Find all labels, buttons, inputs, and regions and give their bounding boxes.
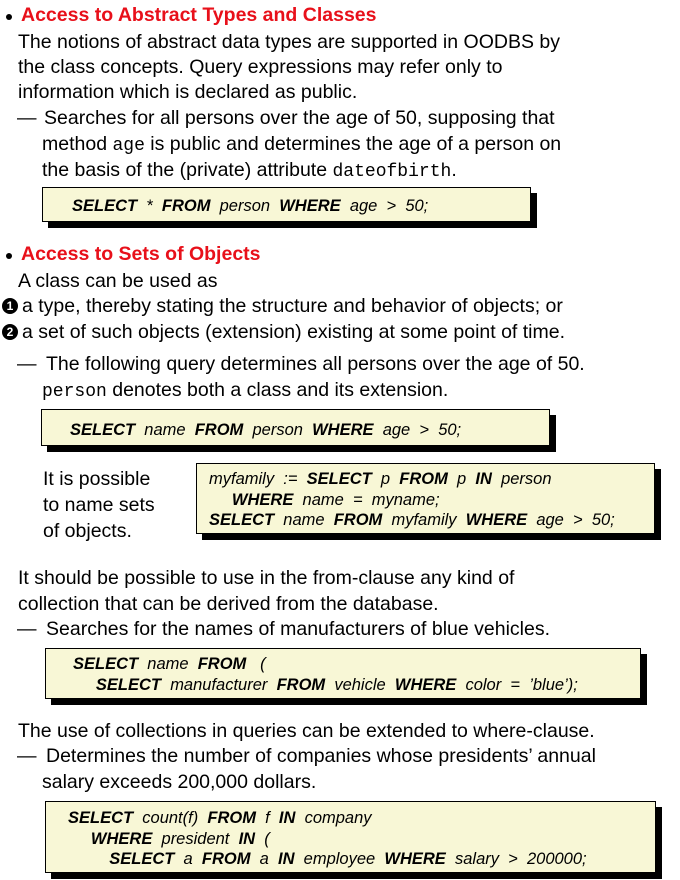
sql-keyword: WHERE bbox=[231, 490, 294, 509]
sql-keyword: SELECT bbox=[70, 421, 136, 439]
example-text: the basis of the (private) attribute bbox=[42, 159, 328, 181]
sql-keyword: SELECT bbox=[306, 470, 372, 488]
sql-text: * bbox=[146, 197, 153, 215]
sql-text: name bbox=[144, 421, 186, 439]
sql-text: name bbox=[147, 655, 189, 673]
example-dash: — bbox=[17, 745, 37, 767]
paragraph-line: The notions of abstract data types are supported in OODBS by bbox=[18, 31, 560, 53]
list-item-text: a type, thereby stating the structure and behavior of objects; or bbox=[22, 295, 563, 317]
sql-text: person bbox=[219, 197, 271, 215]
list-item-text: a set of such objects (extension) existing at some point of time. bbox=[22, 321, 566, 343]
sql-text: employee bbox=[303, 850, 376, 868]
sql-text: age > 50; bbox=[349, 197, 429, 215]
inline-code: age bbox=[112, 136, 145, 156]
inline-code: person bbox=[42, 382, 107, 402]
sql-text: salary > 200000; bbox=[454, 850, 587, 868]
sql-keyword: SELECT bbox=[68, 809, 134, 827]
example-dash: — bbox=[17, 107, 37, 129]
example-line: salary exceeds 200,000 dollars. bbox=[42, 771, 317, 793]
sql-keyword: FROM bbox=[207, 809, 256, 827]
code-box bbox=[42, 187, 531, 222]
example-line bbox=[42, 378, 448, 405]
code-box bbox=[41, 409, 550, 446]
sql-text: p bbox=[457, 470, 467, 488]
sql-text: name bbox=[283, 511, 325, 529]
paragraph-line: It should be possible to use in the from-clause any kind of bbox=[18, 567, 515, 589]
sql-keyword: SELECT bbox=[73, 655, 139, 673]
side-note-line: to name sets bbox=[43, 494, 155, 516]
sql-text: myfamily bbox=[391, 511, 457, 529]
sql-keyword: WHERE bbox=[384, 850, 446, 868]
example-text: method bbox=[42, 133, 108, 155]
example-dash: — bbox=[17, 353, 37, 375]
sql-text: count(f) bbox=[142, 809, 199, 827]
sql-text: myfamily := bbox=[209, 470, 298, 488]
sql-keyword: FROM bbox=[197, 655, 247, 673]
example-line bbox=[42, 158, 457, 185]
paragraph-line: A class can be used as bbox=[18, 270, 218, 292]
sql-keyword: FROM bbox=[201, 850, 251, 868]
sql-text: f bbox=[265, 809, 270, 827]
example-line: Searches for all persons over the age of 50, supposing that bbox=[44, 107, 555, 129]
sql-text: color = ’blue’); bbox=[465, 675, 578, 694]
sql-keyword: SELECT bbox=[95, 675, 162, 694]
example-dash: — bbox=[17, 618, 37, 640]
sql-text: company bbox=[304, 809, 372, 827]
paragraph-line: the class concepts. Query expressions may refer only to bbox=[18, 56, 503, 78]
sql-keyword: WHERE bbox=[394, 675, 457, 694]
side-note-line: It is possible bbox=[43, 468, 151, 490]
sql-keyword: WHERE bbox=[312, 421, 374, 439]
sql-keyword: FROM bbox=[194, 421, 244, 439]
sql-keyword: SELECT bbox=[109, 850, 175, 868]
sql-text: person bbox=[252, 421, 303, 439]
sql-text: ( bbox=[264, 829, 270, 848]
example-line: Searches for the names of manufacturers of blue vehicles. bbox=[46, 618, 551, 640]
side-note-line: of objects. bbox=[43, 520, 132, 542]
sql-text: age > 50; bbox=[536, 511, 615, 529]
example-line: The following query determines all persons over the age of 50. bbox=[46, 353, 585, 375]
example-text: is public and determines the age of a person on bbox=[150, 133, 562, 155]
sql-text: vehicle bbox=[334, 675, 386, 694]
code-box bbox=[45, 648, 641, 699]
sql-keyword: SELECT bbox=[72, 197, 138, 215]
code-box bbox=[196, 463, 655, 534]
sql-keyword: SELECT bbox=[209, 511, 275, 529]
sql-text: p bbox=[380, 470, 391, 488]
sql-text: ( bbox=[260, 655, 266, 673]
sql-keyword: WHERE bbox=[279, 197, 341, 215]
sql-text: manufacturer bbox=[170, 675, 268, 694]
sql-keyword: IN bbox=[278, 809, 296, 827]
sql-keyword: IN bbox=[278, 850, 295, 868]
number-marker-icon: 2 bbox=[2, 324, 18, 340]
example-line: Determines the number of companies whose presidents’ annual bbox=[46, 745, 596, 767]
sql-text: a bbox=[259, 850, 269, 868]
section-heading-sets-of-objects: Access to Sets of Objects bbox=[21, 243, 261, 265]
sql-text: a bbox=[183, 850, 193, 868]
sql-text: age > 50; bbox=[382, 421, 462, 439]
sql-keyword: WHERE bbox=[465, 511, 528, 529]
paragraph-line: collection that can be derived from the database. bbox=[18, 593, 439, 615]
sql-keyword: IN bbox=[475, 470, 492, 488]
list-item bbox=[2, 320, 565, 345]
sql-keyword: FROM bbox=[399, 470, 448, 488]
paragraph-line: The use of collections in queries can be extended to where-clause. bbox=[18, 720, 595, 742]
sql-text: name = myname; bbox=[302, 490, 440, 509]
code-box bbox=[45, 801, 656, 873]
sql-text: president bbox=[161, 829, 230, 848]
example-text: . bbox=[451, 159, 457, 181]
sql-text: person bbox=[501, 470, 552, 488]
paragraph-line: information which is declared as public. bbox=[18, 81, 358, 103]
example-line bbox=[42, 132, 561, 159]
sql-keyword: WHERE bbox=[90, 829, 153, 848]
bullet-dot bbox=[6, 253, 12, 259]
inline-code: dateofbirth bbox=[332, 162, 452, 182]
list-item bbox=[2, 294, 563, 319]
sql-keyword: FROM bbox=[276, 675, 326, 694]
section-heading-abstract-types: Access to Abstract Types and Classes bbox=[21, 4, 377, 26]
bullet-dot bbox=[6, 14, 12, 20]
example-text: denotes both a class and its extension. bbox=[112, 379, 449, 401]
number-marker-icon: 1 bbox=[2, 298, 18, 314]
sql-keyword: IN bbox=[238, 829, 256, 848]
sql-keyword: FROM bbox=[333, 511, 383, 529]
sql-keyword: FROM bbox=[161, 197, 211, 215]
